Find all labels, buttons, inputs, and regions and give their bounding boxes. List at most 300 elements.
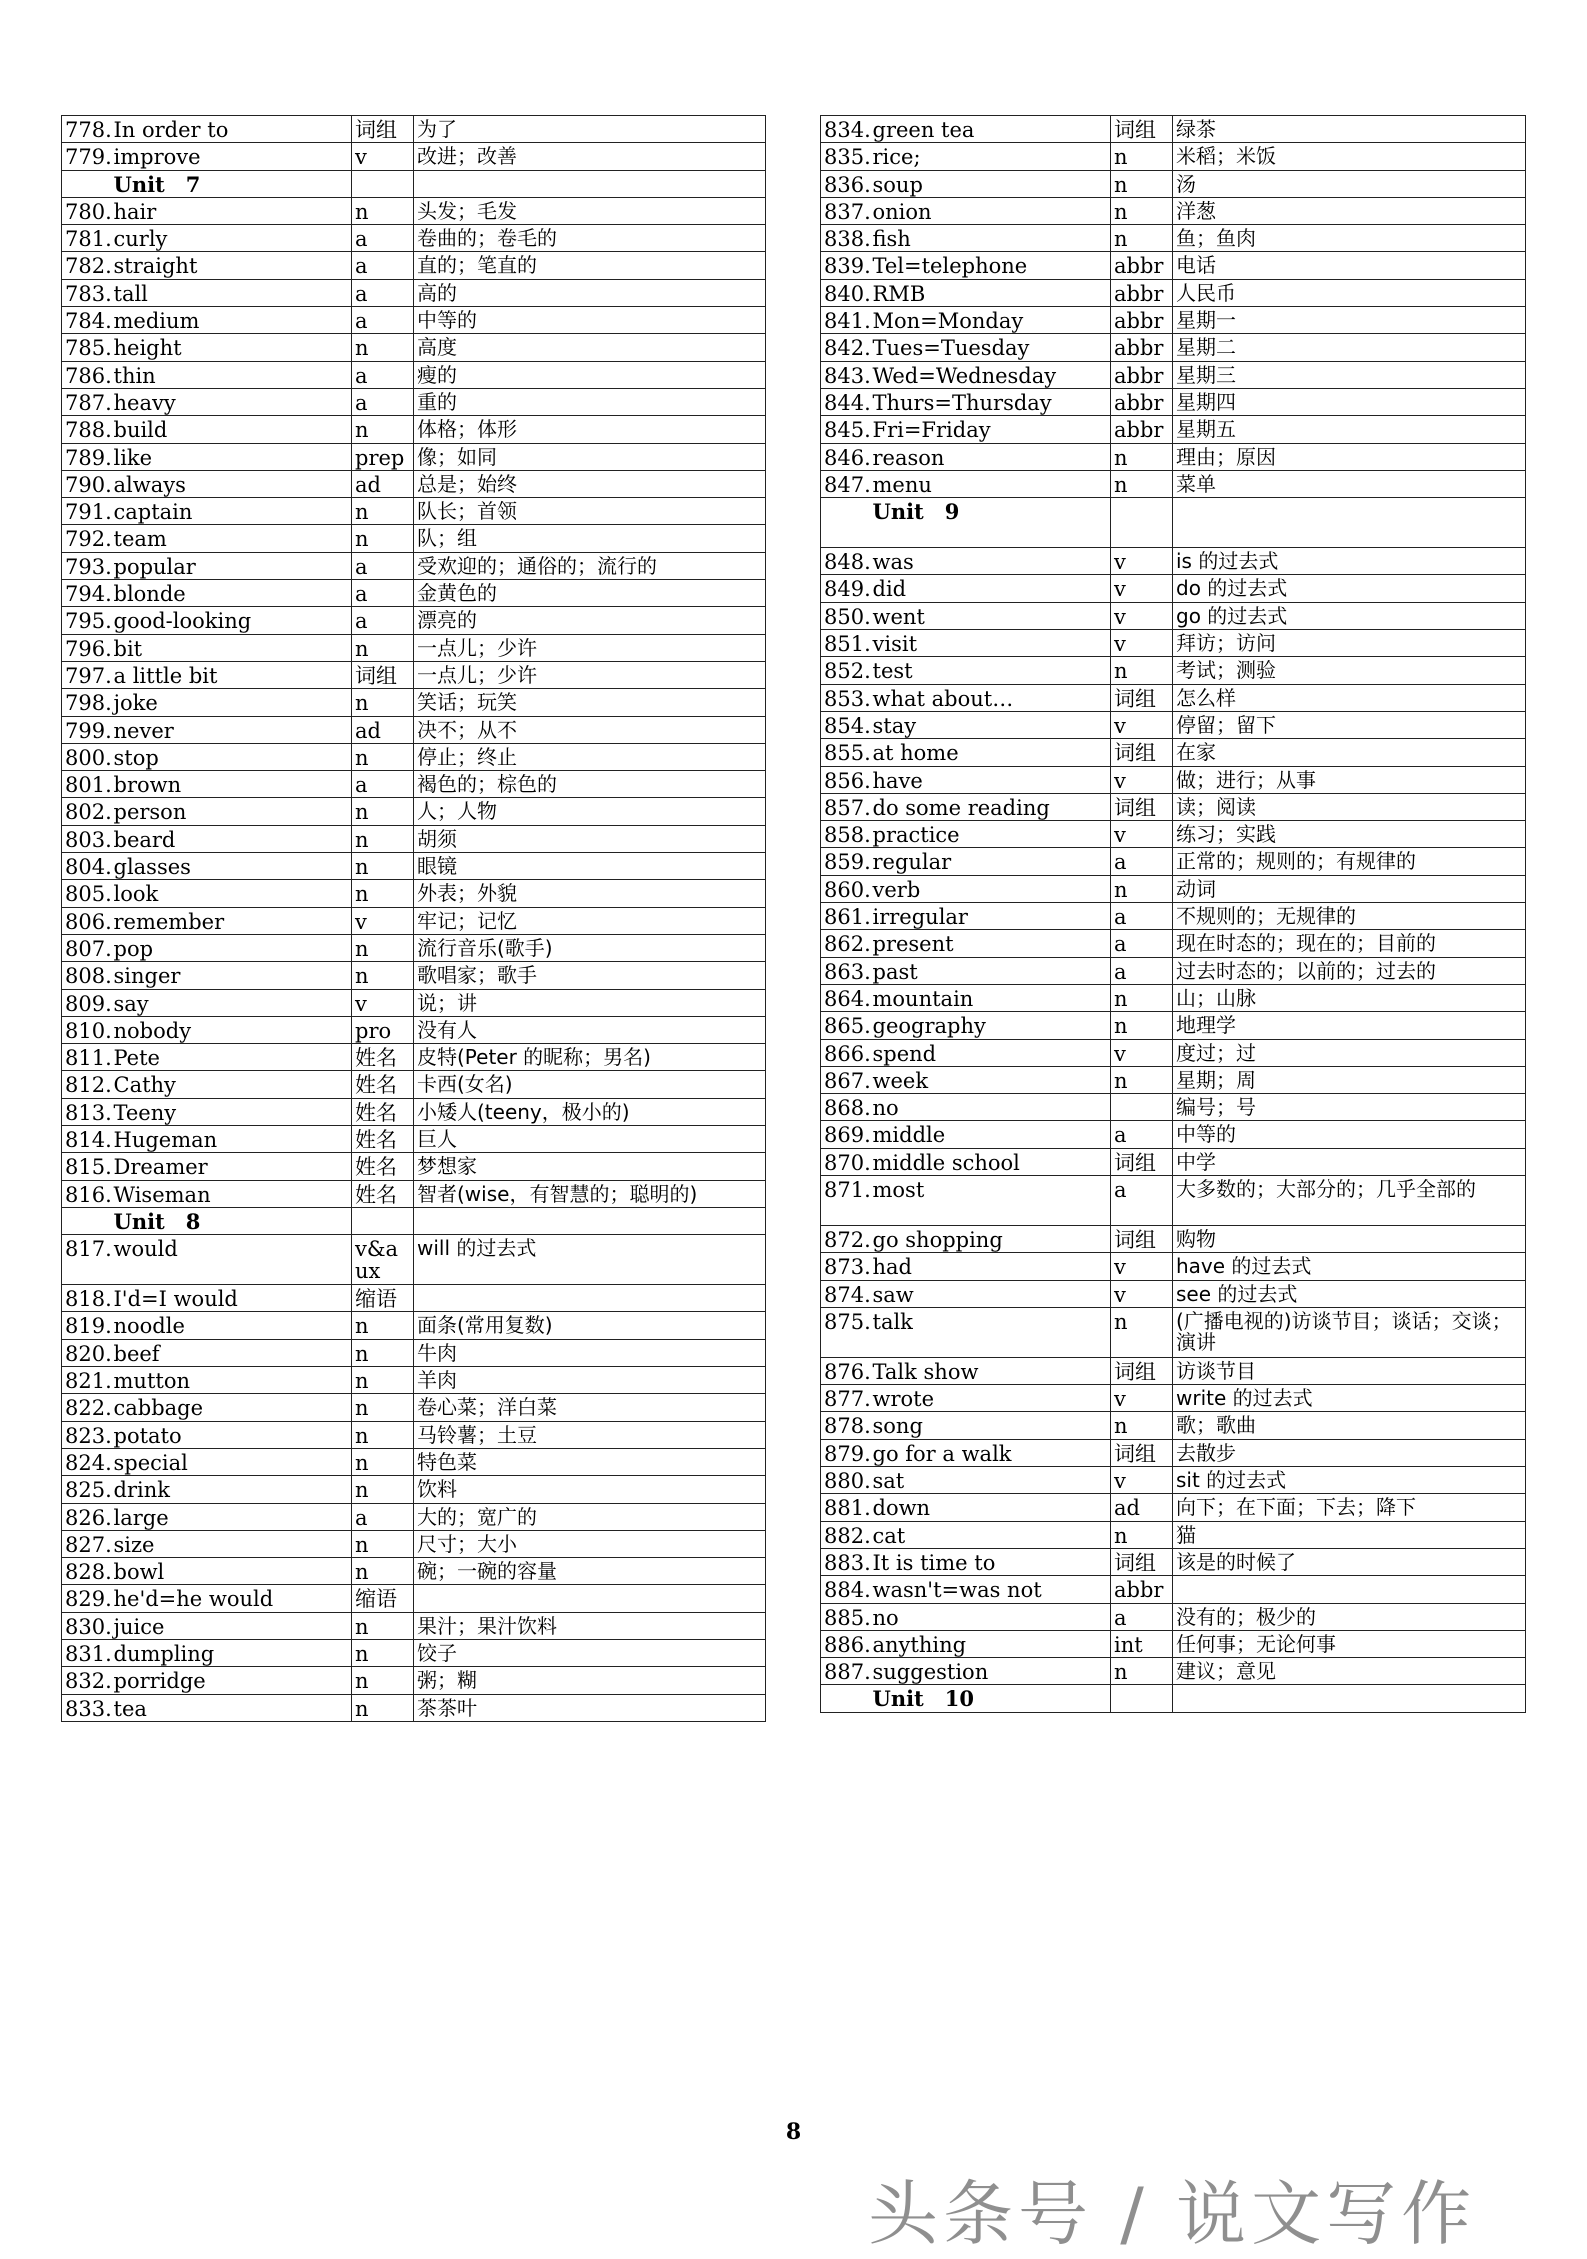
english-word: like bbox=[112, 443, 352, 470]
part-of-speech: v bbox=[1111, 1467, 1173, 1494]
english-word: potato bbox=[112, 1421, 352, 1448]
part-of-speech: 缩语 bbox=[352, 1285, 414, 1312]
unit-meaning-cell bbox=[414, 170, 766, 197]
chinese-meaning: 没有人 bbox=[414, 1016, 766, 1043]
part-of-speech: abbr bbox=[1111, 1576, 1173, 1603]
english-word: most bbox=[871, 1175, 1111, 1225]
english-word: cat bbox=[871, 1521, 1111, 1548]
vocab-row bbox=[821, 470, 1526, 497]
english-word: down bbox=[871, 1494, 1111, 1521]
chinese-meaning: 建议；意见 bbox=[1173, 1658, 1526, 1685]
part-of-speech: v bbox=[1111, 575, 1173, 602]
chinese-meaning: 正常的；规则的；有规律的 bbox=[1173, 848, 1526, 875]
watermark-text: 头条号 / 说文写作 bbox=[868, 2173, 1477, 2255]
vocab-row bbox=[821, 739, 1526, 766]
vocab-row bbox=[821, 416, 1526, 443]
vocab-row bbox=[62, 525, 766, 552]
vocab-row bbox=[62, 1448, 766, 1475]
part-of-speech: n bbox=[1111, 443, 1173, 470]
entry-number: 786. bbox=[62, 361, 112, 388]
english-word: porridge bbox=[112, 1667, 352, 1694]
part-of-speech: ad bbox=[1111, 1494, 1173, 1521]
chinese-meaning: 羊肉 bbox=[414, 1367, 766, 1394]
chinese-meaning: 编号；号 bbox=[1173, 1094, 1526, 1121]
part-of-speech: n bbox=[352, 525, 414, 552]
part-of-speech: a bbox=[352, 279, 414, 306]
part-of-speech: n bbox=[352, 1640, 414, 1667]
part-of-speech: a bbox=[352, 552, 414, 579]
vocab-row bbox=[62, 1285, 766, 1312]
part-of-speech: 词组 bbox=[1111, 684, 1173, 711]
english-word: no bbox=[871, 1603, 1111, 1630]
english-word: what about… bbox=[871, 684, 1111, 711]
chinese-meaning: 考试；测验 bbox=[1173, 657, 1526, 684]
chinese-meaning: do 的过去式 bbox=[1173, 575, 1526, 602]
vocab-row bbox=[821, 279, 1526, 306]
part-of-speech: n bbox=[352, 853, 414, 880]
entry-number: 842. bbox=[821, 334, 871, 361]
chinese-meaning: 为了 bbox=[414, 116, 766, 143]
english-word: no bbox=[871, 1094, 1111, 1121]
english-word: test bbox=[871, 657, 1111, 684]
english-word: singer bbox=[112, 962, 352, 989]
english-word: height bbox=[112, 334, 352, 361]
vocab-row bbox=[62, 1235, 766, 1285]
part-of-speech: 姓名 bbox=[352, 1098, 414, 1125]
chinese-meaning: 在家 bbox=[1173, 739, 1526, 766]
part-of-speech: abbr bbox=[1111, 252, 1173, 279]
part-of-speech: n bbox=[352, 825, 414, 852]
english-word: team bbox=[112, 525, 352, 552]
part-of-speech: n bbox=[352, 197, 414, 224]
chinese-meaning: see 的过去式 bbox=[1173, 1280, 1526, 1307]
vocab-row bbox=[62, 1640, 766, 1667]
vocab-row bbox=[821, 1121, 1526, 1148]
part-of-speech: v bbox=[1111, 630, 1173, 657]
english-word: regular bbox=[871, 848, 1111, 875]
english-word: do some reading bbox=[871, 793, 1111, 820]
chinese-meaning: 星期四 bbox=[1173, 388, 1526, 415]
english-word: menu bbox=[871, 470, 1111, 497]
vocab-row bbox=[62, 443, 766, 470]
english-word: person bbox=[112, 798, 352, 825]
chinese-meaning: 星期三 bbox=[1173, 361, 1526, 388]
part-of-speech: 姓名 bbox=[352, 1180, 414, 1207]
entry-number: 793. bbox=[62, 552, 112, 579]
chinese-meaning: 电话 bbox=[1173, 252, 1526, 279]
chinese-meaning: 胡须 bbox=[414, 825, 766, 852]
part-of-speech: 词组 bbox=[1111, 739, 1173, 766]
part-of-speech: n bbox=[352, 416, 414, 443]
entry-number: 874. bbox=[821, 1280, 871, 1307]
english-word: never bbox=[112, 716, 352, 743]
english-word: past bbox=[871, 957, 1111, 984]
vocab-row bbox=[821, 1357, 1526, 1384]
vocab-row bbox=[821, 1253, 1526, 1280]
part-of-speech: n bbox=[352, 1667, 414, 1694]
english-word: noodle bbox=[112, 1312, 352, 1339]
entry-number: 795. bbox=[62, 607, 112, 634]
english-word: curly bbox=[112, 225, 352, 252]
english-word: In order to bbox=[112, 116, 352, 143]
english-word: large bbox=[112, 1503, 352, 1530]
part-of-speech: a bbox=[352, 580, 414, 607]
english-word: went bbox=[871, 602, 1111, 629]
part-of-speech: v bbox=[1111, 1039, 1173, 1066]
part-of-speech: n bbox=[352, 498, 414, 525]
english-word: popular bbox=[112, 552, 352, 579]
english-word: Mon=Monday bbox=[871, 307, 1111, 334]
unit-header-row bbox=[821, 498, 1526, 548]
unit-pos-cell bbox=[1111, 498, 1173, 548]
entry-number: 878. bbox=[821, 1412, 871, 1439]
vocab-row bbox=[62, 1667, 766, 1694]
english-word: middle bbox=[871, 1121, 1111, 1148]
chinese-meaning: 中学 bbox=[1173, 1148, 1526, 1175]
chinese-meaning: 人民币 bbox=[1173, 279, 1526, 306]
entry-number: 836. bbox=[821, 170, 871, 197]
english-word: song bbox=[871, 1412, 1111, 1439]
english-word: straight bbox=[112, 252, 352, 279]
chinese-meaning: 金黄色的 bbox=[414, 580, 766, 607]
entry-number: 876. bbox=[821, 1357, 871, 1384]
english-word: bowl bbox=[112, 1558, 352, 1585]
entry-number: 845. bbox=[821, 416, 871, 443]
chinese-meaning: 队；组 bbox=[414, 525, 766, 552]
vocab-row bbox=[62, 1558, 766, 1585]
english-word: pop bbox=[112, 934, 352, 961]
english-word: visit bbox=[871, 630, 1111, 657]
entry-number: 803. bbox=[62, 825, 112, 852]
entry-number: 838. bbox=[821, 225, 871, 252]
english-word: have bbox=[871, 766, 1111, 793]
entry-number: 859. bbox=[821, 848, 871, 875]
entry-number: 794. bbox=[62, 580, 112, 607]
vocab-row bbox=[821, 1603, 1526, 1630]
chinese-meaning: 人；人物 bbox=[414, 798, 766, 825]
part-of-speech: n bbox=[352, 1694, 414, 1721]
chinese-meaning: 购物 bbox=[1173, 1225, 1526, 1252]
part-of-speech: 姓名 bbox=[352, 1044, 414, 1071]
part-of-speech: a bbox=[352, 1503, 414, 1530]
chinese-meaning: 鱼；鱼肉 bbox=[1173, 225, 1526, 252]
chinese-meaning: 重的 bbox=[414, 388, 766, 415]
vocab-row bbox=[821, 1576, 1526, 1603]
vocab-row bbox=[62, 743, 766, 770]
chinese-meaning: 饮料 bbox=[414, 1476, 766, 1503]
entry-number: 824. bbox=[62, 1448, 112, 1475]
english-word: wrote bbox=[871, 1385, 1111, 1412]
part-of-speech: v bbox=[352, 989, 414, 1016]
part-of-speech: a bbox=[352, 361, 414, 388]
vocab-row bbox=[62, 388, 766, 415]
entry-number: 852. bbox=[821, 657, 871, 684]
english-word: did bbox=[871, 575, 1111, 602]
entry-number: 870. bbox=[821, 1148, 871, 1175]
chinese-meaning: 队长；首领 bbox=[414, 498, 766, 525]
part-of-speech: n bbox=[352, 1312, 414, 1339]
vocab-row bbox=[821, 1094, 1526, 1121]
english-word: Fri=Friday bbox=[871, 416, 1111, 443]
vocab-row bbox=[62, 334, 766, 361]
chinese-meaning: 任何事；无论何事 bbox=[1173, 1630, 1526, 1657]
entry-number: 863. bbox=[821, 957, 871, 984]
chinese-meaning: 卷曲的；卷毛的 bbox=[414, 225, 766, 252]
entry-number: 857. bbox=[821, 793, 871, 820]
english-word: I'd=I would bbox=[112, 1285, 352, 1312]
chinese-meaning: 笑话；玩笑 bbox=[414, 689, 766, 716]
english-word: beard bbox=[112, 825, 352, 852]
chinese-meaning: 怎么样 bbox=[1173, 684, 1526, 711]
entry-number: 849. bbox=[821, 575, 871, 602]
entry-number: 832. bbox=[62, 1667, 112, 1694]
entry-number: 834. bbox=[821, 116, 871, 143]
vocab-row bbox=[62, 1071, 766, 1098]
part-of-speech: n bbox=[1111, 1412, 1173, 1439]
vocab-row bbox=[821, 602, 1526, 629]
entry-number: 839. bbox=[821, 252, 871, 279]
unit-title: Unit 8 bbox=[112, 1207, 352, 1234]
chinese-meaning: have 的过去式 bbox=[1173, 1253, 1526, 1280]
entry-number: 810. bbox=[62, 1016, 112, 1043]
vocab-row bbox=[62, 252, 766, 279]
english-word: tea bbox=[112, 1694, 352, 1721]
chinese-meaning: 尺寸；大小 bbox=[414, 1530, 766, 1557]
part-of-speech: a bbox=[1111, 1603, 1173, 1630]
vocab-row bbox=[821, 1494, 1526, 1521]
english-word: would bbox=[112, 1235, 352, 1285]
unit-number-cell bbox=[821, 498, 871, 548]
entry-number: 885. bbox=[821, 1603, 871, 1630]
vocab-row bbox=[821, 1307, 1526, 1357]
part-of-speech: n bbox=[352, 1421, 414, 1448]
part-of-speech: 缩语 bbox=[352, 1585, 414, 1612]
part-of-speech: 姓名 bbox=[352, 1153, 414, 1180]
chinese-meaning: 总是；始终 bbox=[414, 470, 766, 497]
vocab-row bbox=[821, 116, 1526, 143]
english-word: wasn't=was not bbox=[871, 1576, 1111, 1603]
part-of-speech: abbr bbox=[1111, 388, 1173, 415]
english-word: captain bbox=[112, 498, 352, 525]
chinese-meaning: 牛肉 bbox=[414, 1339, 766, 1366]
entry-number: 796. bbox=[62, 634, 112, 661]
entry-number: 789. bbox=[62, 443, 112, 470]
chinese-meaning: 山；山脉 bbox=[1173, 984, 1526, 1011]
part-of-speech: n bbox=[352, 689, 414, 716]
chinese-meaning: 受欢迎的；通俗的；流行的 bbox=[414, 552, 766, 579]
chinese-meaning: 洋葱 bbox=[1173, 197, 1526, 224]
page-number: 8 bbox=[785, 2119, 802, 2145]
english-word: bit bbox=[112, 634, 352, 661]
chinese-meaning: 像；如同 bbox=[414, 443, 766, 470]
part-of-speech: 姓名 bbox=[352, 1071, 414, 1098]
unit-title: Unit 7 bbox=[112, 170, 352, 197]
entry-number: 867. bbox=[821, 1066, 871, 1093]
vocab-row bbox=[62, 1585, 766, 1612]
english-word: always bbox=[112, 470, 352, 497]
vocab-row bbox=[821, 930, 1526, 957]
vocab-row bbox=[821, 334, 1526, 361]
vocab-row bbox=[62, 880, 766, 907]
vocab-row bbox=[821, 1175, 1526, 1225]
chinese-meaning: 小矮人(teeny，极小的) bbox=[414, 1098, 766, 1125]
entry-number: 815. bbox=[62, 1153, 112, 1180]
vocab-row bbox=[62, 1153, 766, 1180]
entry-number: 850. bbox=[821, 602, 871, 629]
entry-number: 813. bbox=[62, 1098, 112, 1125]
part-of-speech: v bbox=[1111, 1280, 1173, 1307]
vocab-row bbox=[62, 1421, 766, 1448]
entry-number: 779. bbox=[62, 143, 112, 170]
chinese-meaning: 大的；宽广的 bbox=[414, 1503, 766, 1530]
english-word: Dreamer bbox=[112, 1153, 352, 1180]
chinese-meaning: 现在时态的；现在的；目前的 bbox=[1173, 930, 1526, 957]
entry-number: 840. bbox=[821, 279, 871, 306]
english-word: joke bbox=[112, 689, 352, 716]
entry-number: 787. bbox=[62, 388, 112, 415]
vocab-row bbox=[821, 1630, 1526, 1657]
entry-number: 825. bbox=[62, 1476, 112, 1503]
part-of-speech: v bbox=[1111, 711, 1173, 738]
english-word: reason bbox=[871, 443, 1111, 470]
part-of-speech: n bbox=[352, 1476, 414, 1503]
chinese-meaning: 卡西(女名) bbox=[414, 1071, 766, 1098]
part-of-speech: n bbox=[352, 1530, 414, 1557]
part-of-speech: v bbox=[352, 143, 414, 170]
chinese-meaning: 卷心菜；洋白菜 bbox=[414, 1394, 766, 1421]
vocab-row bbox=[821, 1521, 1526, 1548]
vocab-row bbox=[62, 825, 766, 852]
english-word: beef bbox=[112, 1339, 352, 1366]
vocab-row bbox=[821, 848, 1526, 875]
vocab-row bbox=[62, 771, 766, 798]
part-of-speech: v bbox=[1111, 548, 1173, 575]
english-word: Hugeman bbox=[112, 1125, 352, 1152]
part-of-speech: n bbox=[1111, 1066, 1173, 1093]
english-word: a little bit bbox=[112, 661, 352, 688]
vocab-row bbox=[62, 116, 766, 143]
part-of-speech: n bbox=[352, 1448, 414, 1475]
chinese-meaning: 停留；留下 bbox=[1173, 711, 1526, 738]
english-word: soup bbox=[871, 170, 1111, 197]
part-of-speech: n bbox=[352, 634, 414, 661]
english-word: dumpling bbox=[112, 1640, 352, 1667]
unit-pos-cell bbox=[352, 170, 414, 197]
english-word: build bbox=[112, 416, 352, 443]
entry-number: 887. bbox=[821, 1658, 871, 1685]
part-of-speech: n bbox=[1111, 225, 1173, 252]
part-of-speech: abbr bbox=[1111, 361, 1173, 388]
english-word: onion bbox=[871, 197, 1111, 224]
vocab-row bbox=[821, 1467, 1526, 1494]
english-word: talk bbox=[871, 1307, 1111, 1357]
english-word: sat bbox=[871, 1467, 1111, 1494]
english-word: practice bbox=[871, 821, 1111, 848]
chinese-meaning: will 的过去式 bbox=[414, 1235, 766, 1285]
part-of-speech: ad bbox=[352, 716, 414, 743]
part-of-speech: a bbox=[1111, 930, 1173, 957]
entry-number: 801. bbox=[62, 771, 112, 798]
entry-number: 860. bbox=[821, 875, 871, 902]
part-of-speech: 词组 bbox=[1111, 1548, 1173, 1575]
english-word: irregular bbox=[871, 903, 1111, 930]
part-of-speech: a bbox=[1111, 903, 1173, 930]
entry-number: 823. bbox=[62, 1421, 112, 1448]
part-of-speech: v&aux bbox=[352, 1235, 414, 1285]
entry-number: 853. bbox=[821, 684, 871, 711]
entry-number: 819. bbox=[62, 1312, 112, 1339]
part-of-speech: ad bbox=[352, 470, 414, 497]
chinese-meaning: 眼镜 bbox=[414, 853, 766, 880]
vocab-row bbox=[62, 989, 766, 1016]
entry-number: 828. bbox=[62, 1558, 112, 1585]
chinese-meaning: 说；讲 bbox=[414, 989, 766, 1016]
english-word: brown bbox=[112, 771, 352, 798]
part-of-speech: 姓名 bbox=[352, 1125, 414, 1152]
vocab-row bbox=[62, 143, 766, 170]
chinese-meaning: 褐色的；棕色的 bbox=[414, 771, 766, 798]
vocab-row bbox=[821, 657, 1526, 684]
part-of-speech: prep bbox=[352, 443, 414, 470]
part-of-speech: n bbox=[352, 1367, 414, 1394]
chinese-meaning: 改进；改善 bbox=[414, 143, 766, 170]
english-word: tall bbox=[112, 279, 352, 306]
vocab-row bbox=[821, 1039, 1526, 1066]
part-of-speech: int bbox=[1111, 1630, 1173, 1657]
english-word: size bbox=[112, 1530, 352, 1557]
vocab-row bbox=[62, 1694, 766, 1721]
unit-title: Unit 10 bbox=[871, 1685, 1111, 1712]
entry-number: 829. bbox=[62, 1585, 112, 1612]
chinese-meaning: is 的过去式 bbox=[1173, 548, 1526, 575]
vocab-row bbox=[821, 170, 1526, 197]
english-word: Thurs=Thursday bbox=[871, 388, 1111, 415]
vocab-row bbox=[821, 984, 1526, 1011]
part-of-speech: v bbox=[352, 907, 414, 934]
chinese-meaning: 汤 bbox=[1173, 170, 1526, 197]
part-of-speech: a bbox=[352, 225, 414, 252]
vocab-row bbox=[821, 1280, 1526, 1307]
vocab-row bbox=[62, 1367, 766, 1394]
english-word: cabbage bbox=[112, 1394, 352, 1421]
chinese-meaning: 没有的；极少的 bbox=[1173, 1603, 1526, 1630]
entry-number: 811. bbox=[62, 1044, 112, 1071]
part-of-speech: a bbox=[1111, 957, 1173, 984]
chinese-meaning: 拜访；访问 bbox=[1173, 630, 1526, 657]
entry-number: 858. bbox=[821, 821, 871, 848]
english-word: verb bbox=[871, 875, 1111, 902]
part-of-speech: n bbox=[352, 334, 414, 361]
english-word: go for a walk bbox=[871, 1439, 1111, 1466]
english-word: Teeny bbox=[112, 1098, 352, 1125]
chinese-meaning: 高的 bbox=[414, 279, 766, 306]
entry-number: 805. bbox=[62, 880, 112, 907]
entry-number: 821. bbox=[62, 1367, 112, 1394]
english-word: improve bbox=[112, 143, 352, 170]
vocab-row bbox=[62, 716, 766, 743]
part-of-speech: a bbox=[1111, 848, 1173, 875]
entry-number: 802. bbox=[62, 798, 112, 825]
english-word: glasses bbox=[112, 853, 352, 880]
entry-number: 830. bbox=[62, 1612, 112, 1639]
english-word: remember bbox=[112, 907, 352, 934]
vocab-row bbox=[62, 470, 766, 497]
entry-number: 799. bbox=[62, 716, 112, 743]
entry-number: 814. bbox=[62, 1125, 112, 1152]
entry-number: 854. bbox=[821, 711, 871, 738]
english-word: Talk show bbox=[871, 1357, 1111, 1384]
entry-number: 817. bbox=[62, 1235, 112, 1285]
